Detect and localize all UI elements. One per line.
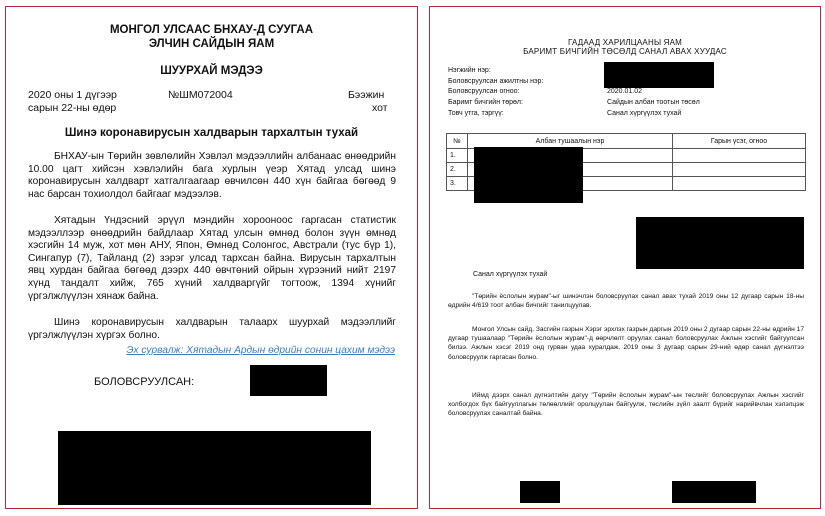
field-label-date: Боловсруулсан огноо: — [448, 88, 520, 95]
letter-paragraph-2: Монгол Улсын сайд, Засгийн газрын Хэрэг эрхлэх газрын даргын 2019 оны 2 дугаар сарын 22-ны өдрийн 17 дугаар тушаалаар "Төрийн ёслолын журам"-д өөрчлөлт оруулах санал боловсруулах Ажлын хэсгийг байгуулсан билээ. Ажлын хэсэг 2019 онд гурван удаа хуралдаж, 2019 оны 3 дугаар сарын 29-ний өдөр санал дүгнэлтээ боловсруулж гаргасан болно. — [448, 326, 804, 361]
paragraph-2: Хятадын Үндэсний эрүүл мэндийн хорооноос гаргасан статистик мэдээллээр өнөөдрийн байдлаар Хятад улсын өмнөд болон зүүн өмнөд хэсгийн 14 муж, хот мөн АНУ, Япон, Өмнөд Солонгос, Австрали (тус бүр 1), Сингапур (7), Тайланд (2) зэрэг улсад тархсан байна. Вирусын тархалтын явц хурдан байгаа бөгөөд дээрх 440 өвчтөний ойрын хүрээний нийт 2197 хүнд тандалт хийж, 765 хүний халдваргүйг тогтоож, 1394 хүнийг үргэлжлүүлэн хянаж байна. — [28, 215, 396, 302]
redacted-block — [250, 365, 327, 396]
document-number: №ШМ072004 — [168, 89, 233, 101]
table-header: Гарын үсэг, огноо — [673, 134, 806, 149]
row-number: 3. — [447, 177, 468, 191]
table-header: № — [447, 134, 468, 149]
redacted-block — [604, 62, 714, 88]
letter-paragraph-1: "Төрийн ёслолын журам"-ыг шинэчлэн боловсруулах санал авах тухай 2019 оны 12 дугаар сарын 18-ны өдрийн 4/619 тоот албан бичгийг танилцуулав. — [448, 293, 804, 310]
field-label-summary: Товч утга, тэргүү: — [448, 110, 504, 117]
place-line1: Бээжин — [348, 89, 385, 101]
field-value-doc-type: Сайдын албан тоотын төсөл — [607, 99, 700, 106]
right-header-line2: БАРИМТ БИЧГИЙН ТӨСӨЛД САНАЛ АВАХ ХУУДАС — [523, 47, 727, 56]
letter-subject: Санал хүргүүлэх тухай — [473, 271, 548, 278]
prepared-by-label: БОЛОВСРУУЛСАН: — [94, 376, 195, 388]
field-label-author: Боловсруулсан ажилтны нэр: — [448, 78, 544, 85]
field-label-doc-type: Баримт бичгийн төрөл: — [448, 99, 523, 106]
right-header-line1: ГАДААД ХАРИЛЦААНЫ ЯАМ — [567, 38, 683, 47]
redacted-block — [58, 431, 371, 505]
date-line1: 2020 оны 1 дүгээр — [28, 89, 117, 101]
redacted-block — [636, 217, 804, 269]
redacted-block — [474, 147, 583, 203]
source-link[interactable]: Эх сурвалж: Хятадын Ардын өдрийн сонин цахим мэдээ — [126, 345, 395, 356]
table-header: Албан тушаалын нэр — [468, 134, 673, 149]
left-header-line2: ЭЛЧИН САЙДЫН ЯАМ — [148, 38, 275, 50]
left-header-line1: МОНГОЛ УЛСААС БНХАУ-Д СУУГАА — [109, 24, 314, 36]
doc-type-title: ШУУРХАЙ МЭДЭЭ — [160, 65, 263, 77]
field-value-date: 2020.01.02 — [607, 88, 643, 95]
row-number: 2. — [447, 163, 468, 177]
paragraph-3: Шинэ коронавирусын халдварын талаарх шуурхай мэдээллийг үргэлжлүүлэн хүргэх болно. — [28, 317, 396, 341]
right-document — [429, 6, 821, 509]
subject-title: Шинэ коронавирусын халдварын тархалтын тухай — [64, 127, 359, 139]
date-line2: сарын 22-ны өдөр — [28, 102, 117, 114]
redacted-block — [672, 481, 756, 503]
paragraph-1: БНХАУ-ын Төрийн зөвлөлийн Хэвлэл мэдээллийн албанаас өнөөдрийн 10.00 цагт хийсэн хэвлэлийн бага хурлын үеэр Хятад улсад шинэ коронавирусын халдварт хатгалгаагаар өвчилсөн 440 хүн байгаа бөгөөд 9 нас барсан тохиолдол байгааг мэдээлэв. — [28, 151, 396, 200]
row-number: 1. — [447, 149, 468, 163]
letter-paragraph-3: Иймд дээрх санал дүгнэлтийн дагуу "Төрийн ёслолын журам"-ын төслийг боловсруулах Ажлын хэсгийг холбогдох бүх байгууллагын төлөөллийг оролцуулан байгуулж, төслийн зүйл заалт бүрийг нарийвчлан хэлэлцэж боловсруулах саналтай байна. — [448, 392, 804, 418]
left-document — [5, 6, 418, 509]
field-label-unit: Нэгжийн нэр: — [448, 67, 491, 74]
field-value-summary: Санал хүргүүлэх тухай — [607, 110, 682, 117]
redacted-block — [520, 481, 560, 503]
place-line2: хот — [372, 102, 388, 114]
